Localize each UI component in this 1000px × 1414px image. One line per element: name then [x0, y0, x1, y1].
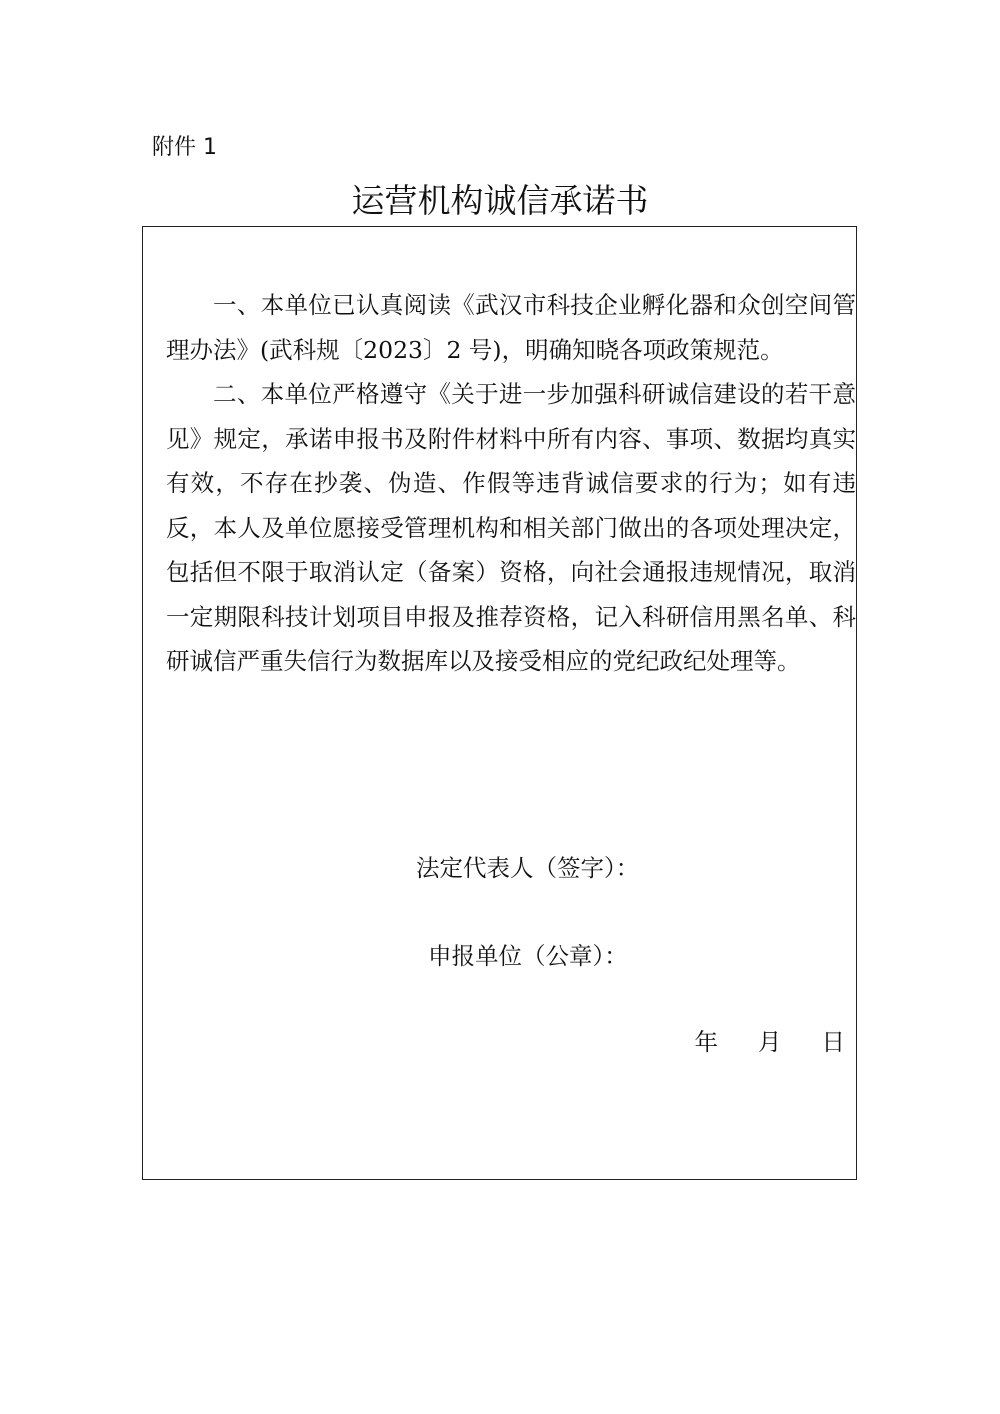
- date-day-label: 日: [821, 1028, 845, 1056]
- legal-representative-signature-label: 法定代表人（签字）：: [416, 854, 640, 882]
- document-title: 运营机构诚信承诺书: [351, 181, 649, 220]
- pledge-body: [166, 283, 856, 684]
- date-year-label: 年: [694, 1028, 718, 1056]
- date-month-label: 月: [758, 1028, 782, 1056]
- pledge-paragraph-1: 一、本单位已认真阅读《武汉市科技企业孵化器和众创空间管理办法》(武科规〔2023〕2 号)，明确知晓各项政策规范。: [166, 291, 856, 364]
- date-line: [695, 1025, 846, 1059]
- pledge-paragraph-2: 二、本单位严格遵守《关于进一步加强科研诚信建设的若干意见》规定，承诺申报书及附件材料中所有内容、事项、数据均真实有效，不存在抄袭、伪造、作假等违背诚信要求的行为；如有违反，本人及单位愿接受管理机构和相关部门做出的各项处理决定，包括但不限于取消认定（备案）资格，向社会通报违规情况，取消一定期限科技计划项目申报及推荐资格，记入科研信用黑名单、科研诚信严重失信行为数据库以及接受相应的党纪政纪处理等。: [166, 380, 856, 675]
- applicant-unit-seal-label: 申报单位（公章）：: [428, 942, 628, 970]
- attachment-label: 附件 1: [152, 135, 217, 160]
